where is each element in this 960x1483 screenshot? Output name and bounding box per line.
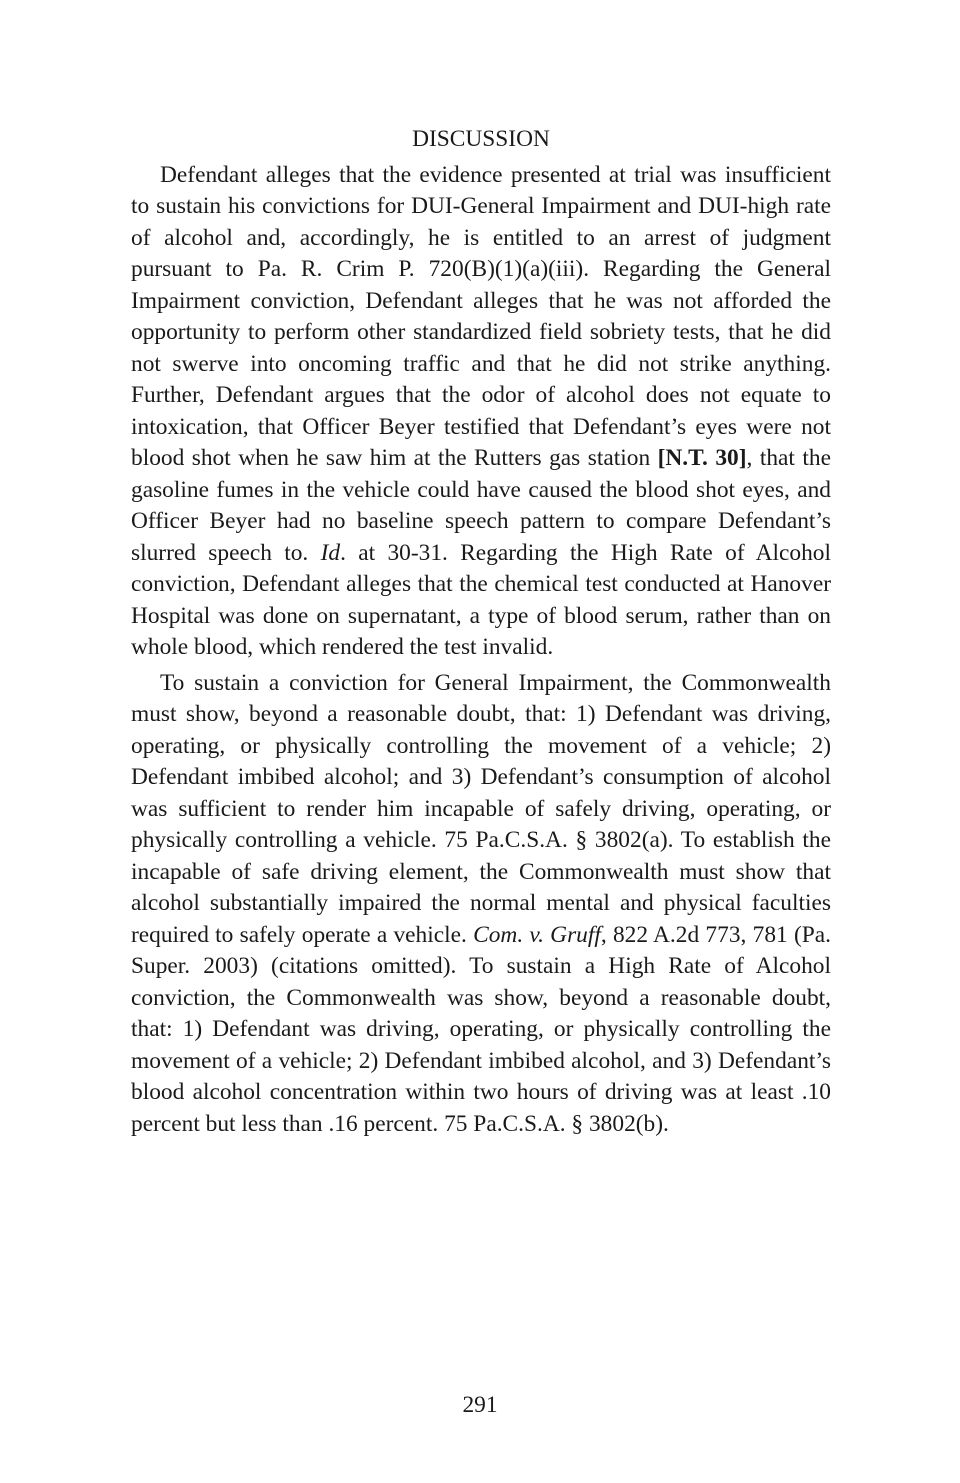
section-heading: DISCUSSION — [412, 126, 550, 152]
transcript-citation: [N.T. 30] — [657, 445, 747, 471]
page-body — [131, 124, 831, 1140]
paragraph-2 — [131, 668, 831, 1141]
paragraph-2-text-b: , 822 A.2d 773, 781 (Pa. Super. 2003) (citations omitted). To sustain a High Rate of Alcohol conviction, the Commonwealth was show, beyond a reasonable doubt, that: 1) Defendant was driving, operating, or physically controlling the movement of a vehicle; 2) Defendant imbibed alcohol, and 3) Defendant’s blood alcohol concentration within two hours of driving was at least .10 percent but less than .16 percent. 75 Pa.C.S.A. § 3802(b). — [131, 921, 831, 1137]
id-citation: Id — [320, 539, 341, 566]
paragraph-2-text-a: To sustain a conviction for General Impairment, the Commonwealth must show, beyond a reasonable doubt, that: 1) Defendant was driving, operating, or physically controlling the movement of a vehicle; 2) Defendant imbibed alcohol; and 3) Defendant’s consumption of alcohol was sufficient to render him incapable of safely driving, operating, or physically controlling a vehicle. 75 Pa.C.S.A. § 3802(a). To establish the incapable of safe driving element, the Commonwealth must show that alcohol substantially impaired the normal mental and physical faculties required to safely operate a vehicle. — [131, 669, 831, 948]
case-citation: Com. v. Gruff — [473, 921, 601, 948]
paragraph-1-text-c: . at 30-31. Regarding the High Rate of Alcohol conviction, Defendant alleges that the chemical test conducted at Hanover Hospital was done on supernatant, a type of blood serum, rather than on whole blood, which rendered the test invalid. — [131, 539, 831, 660]
paragraph-1-text-b: , that the gasoline fumes in the vehicle could have caused the blood shot eyes, and Officer Beyer had no baseline speech pattern to compare Defendant’s slurred speech to. — [131, 445, 831, 566]
paragraph-1 — [131, 160, 831, 664]
page-number: 291 — [462, 1392, 498, 1418]
paragraph-1-text-a: Defendant alleges that the evidence presented at trial was insufficient to sustain his convictions for DUI-General Impairment and DUI-high rate of alcohol and, accordingly, he is entitled to an arrest of judgment pursuant to Pa. R. Crim P. 720(B)(1)(a)(iii). Regarding the General Impairment conviction, Defendant alleges that he was not afforded the opportunity to perform other standardized field sobriety tests, that he did not swerve into oncoming traffic and that he did not strike anything. Further, Defendant argues that the odor of alcohol does not equate to intoxication, that Officer Beyer testified that Defendant’s eyes were not blood shot when he saw him at the Rutters gas station — [131, 161, 831, 471]
